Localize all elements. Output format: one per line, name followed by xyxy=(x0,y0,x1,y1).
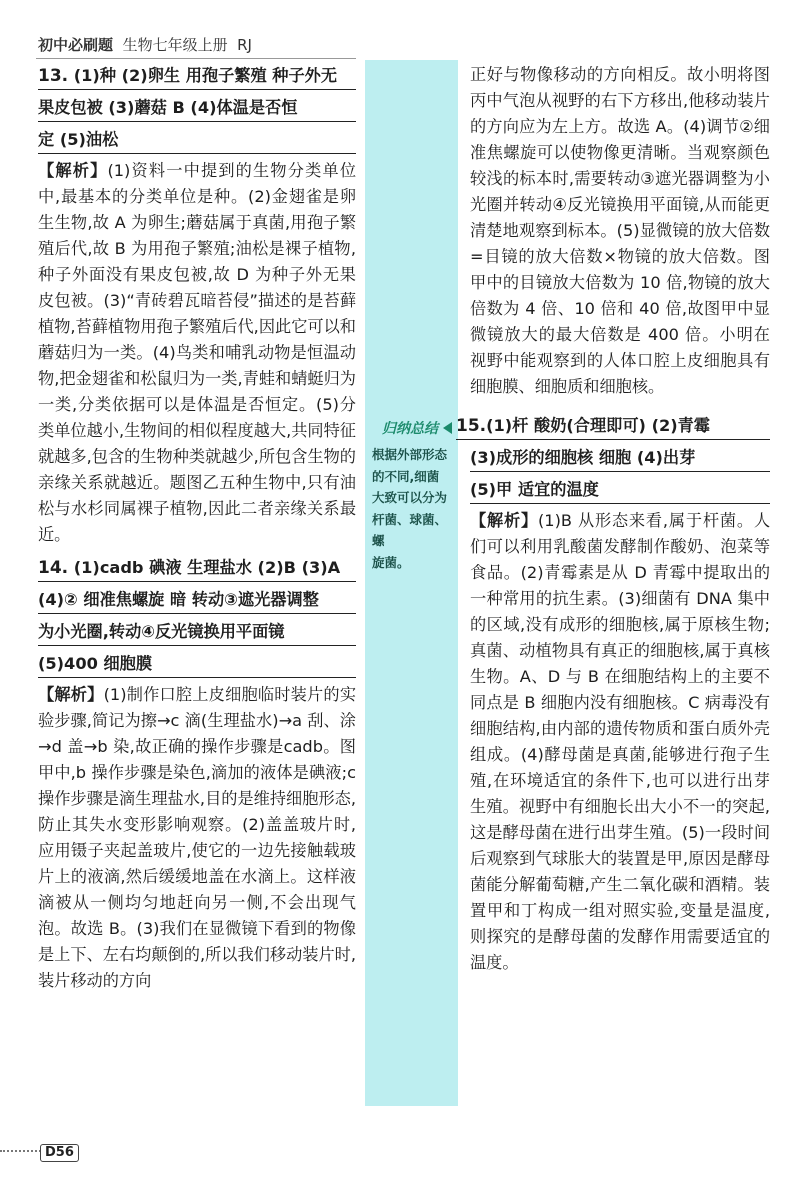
answer-line: (3)成形的细胞核 细胞 (4)出芽 xyxy=(470,444,770,472)
sidebar-title: 归纳总结 xyxy=(382,421,438,437)
subject-name: 生物七年级上册 xyxy=(122,36,228,54)
edition-label: RJ xyxy=(237,36,252,54)
analysis-paragraph: 【解析】(1)资料一中提到的生物分类单位中,最基本的分类单位是种。(2)金翅雀是卵生生物,故 A 为卵生;蘑菇属于真菌,用孢子繁殖后代,故 B 为用孢子繁殖;油松是裸子植物,种子外面没有果皮包被,故 D 为种子外无果皮包被。(3)“青砖碧瓦暗苔侵”描述的是苔藓植物,苔藓植物用孢子繁殖后代,因此它可以和蘑菇归为一类。(4)鸟类和哺乳动物是恒温动物,把金翅雀和松鼠归为一类,青蛙和蜻蜓归为一类,分类依据可以是体温是否恒定。(5)分类单位越小,生物间的相似程度越大,共同特征就越多,包含的生物种类就越少,所包含生物的亲缘关系就越近。题图乙五种生物中,只有油松与水杉同属裸子植物,因此二者亲缘关系最近。 xyxy=(38,161,357,544)
question-number: 15. xyxy=(456,416,487,436)
analysis-tag: 【解析】 xyxy=(470,511,538,530)
analysis-tag: 【解析】 xyxy=(38,161,108,180)
header-divider xyxy=(36,58,356,59)
question-number: 13. xyxy=(38,66,69,86)
answer-line: 定 (5)油松 xyxy=(38,126,356,154)
question-13 xyxy=(38,62,356,548)
answer-line: (4)② 细准焦螺旋 暗 转动③遮光器调整 xyxy=(38,586,356,614)
answer-line: 13. (1)种 (2)卵生 用孢子繁殖 种子外无 xyxy=(38,62,356,90)
sidebar-note: 根据外部形态 的不同,细菌 大致可以分为 杆菌、球菌、螺 旋菌。 xyxy=(372,447,448,570)
analysis-tag: 【解析】 xyxy=(38,685,104,704)
answer-line: 果皮包被 (3)蘑菇 B (4)体温是否恒 xyxy=(38,94,356,122)
running-header xyxy=(38,34,252,55)
sidebar-arrow-icon xyxy=(443,422,452,434)
sidebar-band xyxy=(365,60,458,1106)
series-name: 初中必刷题 xyxy=(38,36,114,54)
analysis-paragraph: 【解析】(1)制作口腔上皮细胞临时装片的实验步骤,简记为擦→c 滴(生理盐水)→a 刮、涂→d 盖→b 染,故正确的操作步骤是cadb。图甲中,b 操作步骤是染色,滴加的液体是碘液;c 操作步骤是滴生理盐水,目的是维持细胞形态,防止其失水变形影响观察。(2)盖盖玻片时,应用镊子夹起盖玻片,使它的一边先接触载玻片上的液滴,然后缓缓地盖在水滴上。这样液滴被从一侧均匀地赶向另一侧,不会出现气泡。故选 B。(3)我们在显微镜下看到的物像是上下、左右均颠倒的,所以我们移动装片时,装片移动的方向 xyxy=(38,685,357,990)
answer-line: 为小光圈,转动④反光镜换用平面镜 xyxy=(38,618,356,646)
question-number: 14. xyxy=(38,558,69,578)
answer-line: 15.(1)杆 酸奶(合理即可) (2)青霉 xyxy=(456,412,770,440)
right-column xyxy=(456,62,771,976)
answer-line: (5)甲 适宜的温度 xyxy=(470,476,770,504)
left-column xyxy=(38,62,356,994)
page-number: D56 xyxy=(40,1144,79,1162)
question-15 xyxy=(456,412,770,504)
answer-line: 14. (1)cadb 碘液 生理盐水 (2)B (3)A xyxy=(38,554,356,582)
question-14 xyxy=(38,554,356,994)
answer-line: (5)400 细胞膜 xyxy=(38,650,356,678)
analysis-paragraph: 【解析】(1)B 从形态来看,属于杆菌。人们可以利用乳酸菌发酵制作酸奶、泡菜等食品。(2)青霉素是从 D 青霉中提取出的一种常用的抗生素。(3)细菌有 DNA 集中的区域,没有成形的细胞核,属于原核生物;真菌、动植物具有真正的细胞核,属于真核生物。A、D 与 B 在细胞结构上的主要不同点是 B 细胞内没有细胞核。C 病毒没有细胞结构,由内部的遗传物质和蛋白质外壳组成。(4)酵母菌是真菌,能够进行孢子生殖,在环境适宜的条件下,也可以进行出芽生殖。视野中有细胞长出大小不一的突起,这是酵母菌在进行出芽生殖。(5)一段时间后观察到气球胀大的装置是甲,原因是酵母菌能分解葡萄糖,产生二氧化碳和酒精。装置甲和丁构成一组对照实验,变量是温度,则探究的是酵母菌的发酵作用需要适宜的温度。 xyxy=(470,511,771,972)
q14-analysis-continued: 正好与物像移动的方向相反。故小明将图丙中气泡从视野的右下方移出,他移动装片的方向应为左上方。故选 A。(4)调节②细准焦螺旋可以使物像更清晰。当观察颜色较浅的标本时,需要转动③遮光器调整为小光圈并转动④反光镜换用平面镜,从而能更清楚地观察到标本。(5)显微镜的放大倍数=目镜的放大倍数×物镜的放大倍数。图甲中的目镜放大倍数为 10 倍,物镜的放大倍数为 4 倍、10 倍和 40 倍,故图甲中显微镜放大的最大倍数是 400 倍。小明在视野中能观察到的人体口腔上皮细胞具有细胞膜、细胞质和细胞核。 xyxy=(470,65,771,396)
